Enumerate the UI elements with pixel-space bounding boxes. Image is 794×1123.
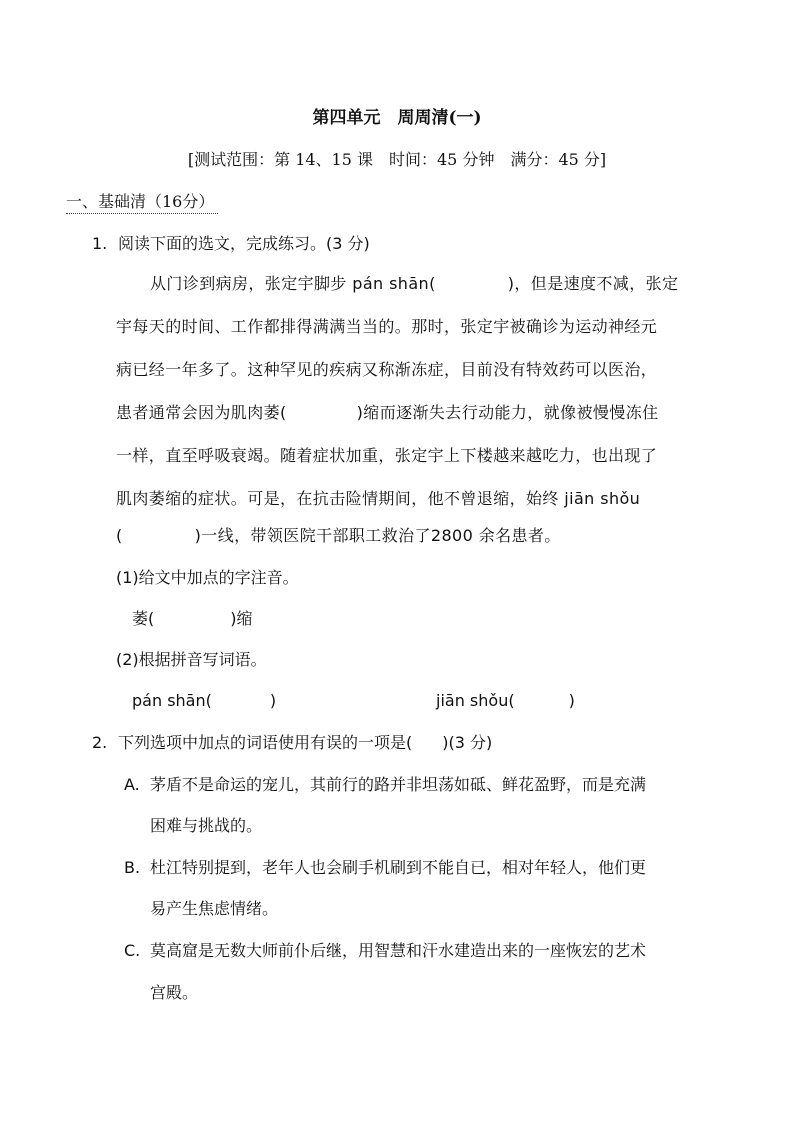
test-scope: [测试范围：第 14、15 课 时间：45 分钟 满分：45 分] xyxy=(187,150,607,169)
sub-question-2-item-b xyxy=(436,690,575,712)
item-text: 萎( xyxy=(132,609,155,628)
item-text: )缩 xyxy=(230,609,253,628)
option-a-continued: 困难与挑战的。 xyxy=(150,816,263,835)
passage-line xyxy=(116,402,659,424)
passage-text: )一线，带领医院干部职工救治了2800 余名患者。 xyxy=(194,526,561,545)
option-text: 茅盾不是命运的宠儿，其前行的路并非坦荡如砥、鲜花盈野，而是充满 xyxy=(150,775,647,794)
item-text: pán shān( xyxy=(132,691,212,710)
item-text: ) xyxy=(568,691,575,710)
sub-question-1-item xyxy=(132,608,253,630)
passage-text: )，但是速度不减，张定 xyxy=(507,274,679,293)
question-2 xyxy=(92,732,492,754)
item-text: jiān shǒu( xyxy=(436,691,515,710)
option-c-continued: 宫殿。 xyxy=(150,983,199,1002)
passage-text: )缩而逐渐失去行动能力，就像被慢慢冻住 xyxy=(356,403,659,422)
option-b xyxy=(124,857,646,879)
passage-line: 肌肉萎缩的症状。可是，在抗击险情期间，他不曾退缩，始终 jiān shǒu xyxy=(116,489,641,508)
sub-question-2-item-a xyxy=(132,690,276,712)
sub-question-2: (2)根据拼音写词语。 xyxy=(116,650,267,669)
option-b-continued: 易产生焦虑情绪。 xyxy=(150,899,279,918)
passage-line xyxy=(116,525,561,547)
question-1 xyxy=(92,233,370,255)
section-heading: 一、基础清（16分） xyxy=(66,191,218,214)
option-text: 杜江特别提到，老年人也会刷手机刷到不能自已，相对年轻人，他们更 xyxy=(150,858,647,877)
option-text: 莫高窟是无数大师前仆后继，用智慧和汗水建造出来的一座恢宏的艺术 xyxy=(150,941,647,960)
passage-line: 宇每天的时间、工作都排得满满当当的。那时，张定宇被确诊为运动神经元 xyxy=(116,317,658,336)
page-title: 第四单元 周周清(一) xyxy=(312,108,482,128)
option-a xyxy=(124,774,646,796)
option-c xyxy=(124,940,646,962)
passage-text: ( xyxy=(116,526,123,545)
item-text: ) xyxy=(269,691,277,710)
option-letter: C. xyxy=(124,941,141,960)
question-number: 1. xyxy=(92,234,108,253)
passage-line: 病已经一年多了。这种罕见的疾病又称渐冻症，目前没有特效药可以医治， xyxy=(116,360,658,379)
question-number: 2. xyxy=(92,733,108,752)
sub-question-1: (1)给文中加点的字注音。 xyxy=(116,568,299,587)
question-stem: )(3 分) xyxy=(442,733,493,752)
option-letter: A. xyxy=(124,775,140,794)
passage-text: 从门诊到病房，张定宇脚步 pán shān( xyxy=(150,274,436,293)
passage-line xyxy=(150,273,678,295)
question-stem: 下列选项中加点的词语使用有误的一项是( xyxy=(118,733,413,752)
passage-line: 一样，直至呼吸衰竭。随着症状加重，张定宇上下楼越来越吃力，也出现了 xyxy=(116,446,658,465)
question-stem: 阅读下面的选文，完成练习。(3 分) xyxy=(118,234,370,253)
passage-text: 患者通常会因为肌肉萎( xyxy=(116,403,287,422)
option-letter: B. xyxy=(124,858,141,877)
